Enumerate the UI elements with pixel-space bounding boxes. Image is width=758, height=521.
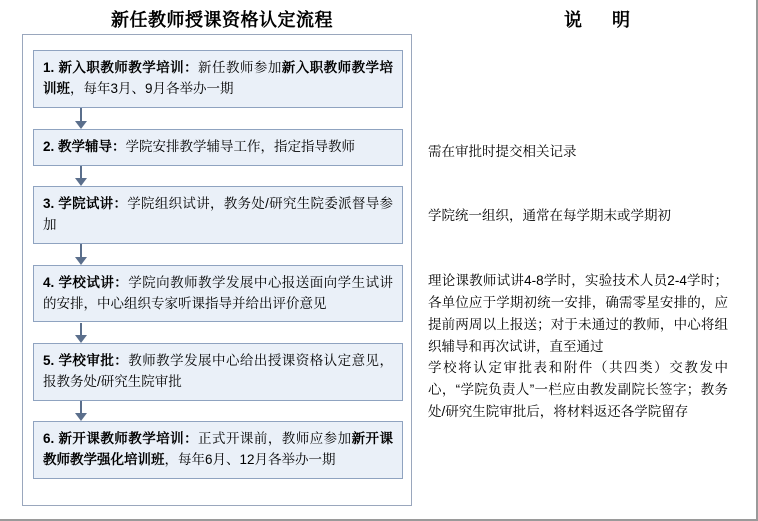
note-for-step-2: 需在审批时提交相关记录 [428, 144, 577, 159]
flow-node-5-title: 5. 学校审批： [43, 353, 129, 369]
flow-node-3-title: 3. 学院试讲： [43, 196, 128, 212]
note-for-step-3: 学院统一组织，通常在每学期末或学期初 [428, 208, 671, 223]
flow-node-1-text-b: ，每年3月、9月各举办一期 [70, 81, 234, 97]
flowchart-panel [22, 34, 412, 506]
flow-node-6 [33, 421, 403, 479]
note-for-step-4: 理论课教师试讲4-8学时，实验技术人员2-4学时；各单位应于学期初统一安排，确需零星安排的，应提前两周以上报送；对于未通过的教师，中心将组织辅导和再次试讲，直至通过 [428, 273, 728, 354]
flow-node-6-text-a: 正式开课前，教师应参加 [198, 431, 352, 447]
flow-arrow-2 [75, 166, 87, 186]
flow-node-6-title: 6. 新开课教师教学培训： [43, 431, 199, 447]
page-title-left: 新任教师授课资格认定流程 [111, 10, 333, 30]
flow-node-5 [33, 343, 403, 401]
flow-node-3 [33, 186, 403, 244]
page-title-right: 说 明 [564, 10, 636, 30]
flow-arrow-3 [75, 244, 87, 264]
flow-node-2 [33, 129, 403, 166]
flow-node-5-text-a: 教师教学发展中心给出授课资格认定意见，报教务处/研究生院审批 [43, 353, 394, 389]
flow-node-3-text-a: 学院组织试讲，教务处/研究生院委派督导参加 [43, 196, 393, 233]
flow-node-6-emphasis: 新开课教师教学强化培训班 [43, 431, 394, 468]
flow-arrow-1 [75, 108, 87, 128]
flow-node-1-title: 1. 新入职教师教学培训： [43, 60, 199, 76]
flow-node-4-text-a: 学院向教师教学发展中心报送面向学生试讲的安排，中心组织专家听课指导并给出评价意见 [43, 274, 394, 311]
flow-node-4-title: 4. 学校试讲： [43, 274, 129, 290]
flow-node-1 [33, 50, 403, 108]
flow-arrow-4 [75, 323, 87, 343]
flow-node-1-text-a: 新任教师参加 [198, 60, 282, 76]
flow-node-2-text-a: 学院安排教学辅导工作，指定指导教师 [125, 138, 356, 154]
note-for-step-5: 学校将认定审批表和附件（共四类）交教发中心，“学院负责人”一栏应由教发副院长签字；教务处/研究生院审批后，将材料返还各学院留存 [428, 360, 728, 419]
flow-node-1-emphasis: 新入职教师教学培训班 [43, 60, 394, 97]
flow-node-4 [33, 265, 403, 323]
flow-arrow-5 [75, 401, 87, 421]
flow-node-6-text-b: ，每年6月、12月各举办一期 [164, 452, 336, 468]
flow-node-2-title: 2. 教学辅导： [43, 138, 126, 154]
